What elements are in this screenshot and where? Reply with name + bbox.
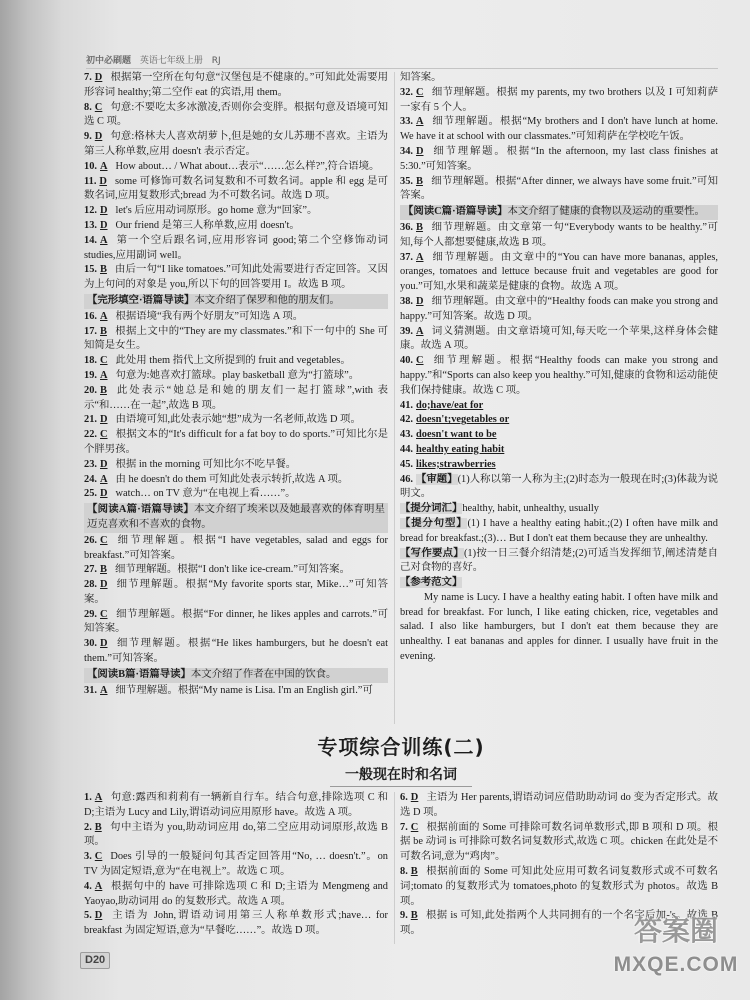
answer-item [84, 909, 388, 939]
answer-letter: D [94, 72, 103, 83]
book-subject: 英语七年级上册 [139, 56, 203, 66]
question-number: 7. [84, 72, 92, 83]
question-number: 8. [400, 865, 408, 877]
answer-item [84, 160, 388, 175]
answer-letter: D [416, 295, 424, 307]
question-number: 39. [400, 325, 413, 337]
answer-item [84, 880, 388, 910]
explanation-text: 词义猜测题。由文章语境可知,每天吃一个苹果,这样身体会健康。故选 A 项。 [400, 325, 718, 352]
answer-item [84, 413, 388, 428]
answer-letter: A [100, 310, 108, 322]
reading-guide-note [84, 668, 388, 683]
answer-letter: A [100, 160, 108, 172]
question-number: 30. [84, 638, 97, 650]
question-number: 12. [84, 205, 97, 217]
answer-letter: D [100, 414, 108, 426]
answer-item [84, 369, 388, 384]
fill-in-answer: doesn't;vegetables or [416, 414, 510, 426]
section-tag: 【审题】 [416, 473, 458, 485]
answer-letter: C [100, 608, 108, 620]
watermark-text-en: MXQE.COM [613, 953, 739, 976]
fill-in-answer: doesn't want to be [416, 429, 497, 441]
answer-letter: A [100, 234, 108, 246]
explanation-text: How about… / What about…表示“……怎么样?”,符合语境。 [115, 160, 380, 172]
guide-label: 【阅读B篇·语篇导读】 [87, 668, 191, 680]
answer-item [400, 458, 718, 473]
answer-item [84, 563, 388, 578]
answer-item [400, 547, 718, 577]
answer-letter: B [94, 821, 102, 833]
fill-in-answer: healthy eating habit [416, 443, 505, 455]
edition-code: RJ [211, 56, 221, 66]
answer-item [84, 684, 388, 699]
answer-column-left [84, 71, 388, 727]
exercise-column-left [84, 791, 388, 949]
answer-item [84, 608, 388, 638]
series-name: 初中必刷题 [86, 56, 132, 66]
answer-item [400, 821, 718, 865]
explanation-text: 细节理解题。根据“In the afternoon, my last class finishes at 5:30.”可知答案。 [400, 145, 718, 172]
question-number: 15. [84, 264, 97, 276]
answer-item [400, 517, 718, 547]
explanation-text: let's 后应用动词原形。go home 意为“回家”。 [115, 205, 318, 217]
explanation-text: 根据语境“我有两个好朋友”可知选 A 项。 [115, 310, 304, 322]
explanation-text: Does 引导的一般疑问句其否定回答用“No, … doesn't.”。on TV 为固定短语,意为“在电视上”。故选 C 项。 [84, 851, 388, 877]
explanation-text: some 可修饰可数名词复数和不可数名词。apple 和 egg 是可数名词,应用复数形式;bread 为不可数名词。故选 D 项。 [84, 175, 388, 202]
explanation-text: 知答案。 [400, 72, 442, 83]
question-number: 19. [84, 369, 97, 381]
question-number: 42. [400, 414, 413, 426]
explanation-text: 第一个空后跟名词,应用形容词 good;第二个空修饰动词 studies,应用副词 well。 [84, 234, 388, 261]
question-number: 17. [84, 325, 97, 337]
question-number: 10. [84, 160, 97, 172]
question-number: 46. [400, 473, 413, 485]
explanation-text: 细节理解题。由文章第一句“Everybody wants to be healthy.”可知,每个人都想要健康,故选 B 项。 [400, 221, 718, 248]
answer-letter: C [100, 355, 108, 367]
guide-label: 【阅读A篇·语篇导读】 [87, 504, 195, 516]
explanation-text: 细节理解题。根据“My name is Lisa. I'm an English girl.”可 [115, 684, 373, 696]
explanation-text: 此处用 them 指代上文所提到的 fruit and vegetables。 [115, 355, 351, 367]
answer-letter: B [100, 325, 107, 337]
explanation-text: (1) I have a healthy eating habit.;(2) I often have milk and bread for breakfast.;(3)… But I don't eat them because they are unhealthy. [400, 517, 718, 544]
question-number: 14. [84, 234, 97, 246]
section-subtitle: 一般现在时和名词 [345, 767, 457, 783]
answer-letter: A [94, 880, 103, 892]
explanation-text: 根据上文中的“They are my classmates.”和下一句中的 She 可知简是女生。 [84, 325, 388, 352]
answer-item [84, 637, 388, 667]
question-number: 9. [84, 131, 92, 143]
explanation-text: 句意:露西和莉莉有一辆新自行车。结合句意,排除选项 C 和 D;主语为 Lucy and Lily,谓语动词应用原形 have。故选 A 项。 [84, 792, 388, 818]
answer-letter: D [100, 219, 108, 231]
question-number: 37. [400, 251, 413, 263]
answer-letter: D [100, 205, 108, 217]
explanation-text: Our friend 是第三人称单数,应用 doesn't。 [115, 219, 300, 231]
answer-letter: D [410, 792, 419, 803]
reading-guide-note [84, 294, 388, 309]
answer-letter: C [100, 429, 108, 441]
fill-in-answer: likes;strawberries [416, 458, 496, 470]
answer-letter: B [416, 221, 423, 233]
question-number: 1. [84, 792, 92, 803]
guide-text: 本文介绍了健康的食物以及运动的重要性。 [507, 206, 705, 218]
question-number: 26. [84, 534, 97, 546]
answer-letter: C [410, 821, 419, 833]
answer-letter: D [100, 458, 108, 470]
explanation-text: 细节理解题。根据“For dinner, he likes apples and carrots.”可知答案。 [84, 608, 388, 635]
explanation-text: 细节理解题。根据“Healthy foods can make you strong and happy.”和“Sports can also keep you healthy.”可知,健康的食物和运动能使我们保持健康。故选 C 项。 [400, 355, 718, 396]
answer-letter: D [100, 579, 108, 591]
guide-label: 【完形填空·语篇导读】 [87, 294, 195, 306]
answer-item [84, 234, 388, 264]
answer-item [84, 487, 388, 502]
answer-item [84, 473, 388, 488]
question-number: 4. [84, 880, 92, 892]
answer-item [400, 295, 718, 325]
answer-item [84, 354, 388, 369]
answer-letter: B [410, 865, 418, 877]
question-number: 25. [84, 488, 97, 500]
explanation-text: 句中主语为 you,助动词应用 do,第二空应用动词原形,故选 B 项。 [84, 821, 388, 848]
question-number: 28. [84, 579, 97, 591]
answer-letter: D [94, 131, 103, 143]
answer-item [84, 175, 388, 205]
reading-guide-note [84, 503, 388, 533]
explanation-text: 句意:格林夫人喜欢胡萝卜,但是她的女儿苏珊不喜欢。主语为第三人称单数,应用 doesn't 表示否定。 [84, 131, 388, 157]
explanation-text: 根据文本的“It's difficult for a fat boy to do sports.”可知比尔是个胖男孩。 [84, 429, 388, 455]
explanation-text: healthy, habit, unhealthy, usually [462, 503, 599, 515]
explanation-text: 细节理解题。根据“My brothers and I don't have lunch at home. We have it at school with our classmates.”可知莉萨在学校吃午饭。 [400, 116, 718, 143]
answer-item [84, 428, 388, 458]
answer-letter: A [100, 369, 108, 381]
answer-item [84, 101, 388, 131]
question-number: 31. [84, 684, 97, 696]
answer-item [400, 221, 718, 251]
explanation-text: 句意:不要吃太多冰激凌,否则你会变胖。根据句意及语境可知选 C 项。 [84, 101, 388, 128]
answer-letter: B [100, 264, 107, 276]
answer-letter: C [100, 534, 108, 546]
guide-text: 本文介绍了埃米以及她最喜欢的体育明星迈克喜欢和不喜欢的食物。 [87, 504, 385, 530]
answer-letter: D [94, 910, 103, 922]
question-number: 8. [84, 101, 92, 113]
question-number: 22. [84, 429, 97, 441]
explanation-text: 根据前面的 Some 可知此处应用可数名词复数形式或不可数名词;tomato 的复数形式为 tomatoes,photo 的复数形式为 photos。故选 B 项。 [400, 865, 718, 907]
answer-item [400, 354, 718, 398]
subtitle-underline [330, 786, 472, 787]
answer-letter: A [100, 473, 108, 485]
explanation-text: 此处表示“她总是和她的朋友们一起打篮球”,with 表示“和……在一起”,故选 B 项。 [84, 384, 388, 411]
fill-in-answer: do;have/eat for [416, 399, 484, 411]
answer-letter: C [94, 851, 103, 863]
answer-letter: B [410, 910, 418, 922]
section-tag: 【提分词汇】 [400, 503, 463, 515]
answer-item [400, 443, 718, 458]
question-number: 6. [400, 792, 408, 803]
watermark-logo [610, 912, 742, 996]
answer-item [400, 145, 718, 175]
answer-letter: A [100, 684, 108, 696]
answer-item [84, 71, 388, 101]
question-number: 9. [400, 910, 408, 922]
question-number: 34. [400, 145, 413, 157]
question-number: 27. [84, 564, 97, 576]
explanation-text: 主语为 John,谓语动词用第三人称单数形式;have… for breakfast 为固定短语,意为“早餐吃……”。故选 D 项。 [84, 910, 388, 937]
answer-column-right [400, 71, 718, 727]
answer-letter: D [99, 175, 107, 187]
answer-letter: A [94, 792, 103, 803]
answer-item [400, 865, 718, 909]
answer-item [400, 115, 718, 145]
explanation-text: watch… on TV 意为“在电视上看……”。 [115, 488, 296, 500]
answer-letter: C [416, 86, 424, 98]
answer-letter: C [416, 355, 424, 367]
page-number: D20 [80, 952, 110, 969]
question-number: 11. [84, 175, 97, 187]
question-number: 36. [400, 221, 413, 233]
answer-item [400, 502, 718, 517]
question-number: 7. [400, 821, 408, 833]
explanation-text: 细节理解题。根据“After dinner, we always have some fruit.”可知答案。 [400, 175, 718, 202]
question-number: 41. [400, 399, 413, 411]
question-number: 44. [400, 443, 413, 455]
guide-text: 本文介绍了作者在中国的饮食。 [190, 668, 337, 680]
explanation-text: 由语境可知,此处表示她“想”成为一名老师,故选 D 项。 [115, 414, 361, 426]
answer-letter: C [94, 101, 103, 113]
question-number: 3. [84, 851, 92, 863]
watermark-text-cn: 答案圈 [633, 914, 718, 947]
section-tag: 【写作要点】 [400, 547, 464, 559]
explanation-text: 细节理解题。根据“He likes hamburgers, but he doesn't eat them.”可知答案。 [84, 638, 388, 665]
question-number: 32. [400, 86, 413, 98]
answer-item [84, 325, 388, 355]
answer-item [84, 850, 388, 880]
answer-item [400, 86, 718, 116]
explanation-text: 主语为 Her parents,谓语动词应借助助动词 do 变为否定形式。故选 D 项。 [400, 792, 718, 818]
answer-item [84, 219, 388, 234]
question-number: 20. [84, 384, 97, 396]
question-number: 5. [84, 910, 92, 922]
question-number: 40. [400, 355, 413, 367]
section-tag: 【提分句型】 [400, 517, 468, 529]
answer-item [84, 821, 388, 851]
explanation-text: 细节理解题。由文章中的“You can have more bananas, apples, oranges, tomatoes and lettuce because fruit and vegetables are good for you.”可知,水果和蔬菜是健康的食物。故选 A 项。 [400, 251, 718, 293]
answer-letter: D [416, 145, 424, 157]
question-number: 16. [84, 310, 97, 322]
question-number: 24. [84, 473, 97, 485]
question-number: 21. [84, 414, 97, 426]
explanation-text: 由后一句“I like tomatoes.”可知此处需要进行否定回答。又因为上句问的对象是 you,所以下句的回答要用 I。故选 B 项。 [84, 264, 388, 291]
explanation-text: 根据第一空所在句句意“汉堡包是不健康的。”可知此处需要用形容词 healthy;第二空作 eat 的宾语,用 them。 [84, 72, 388, 98]
answer-item [400, 71, 718, 86]
answer-letter: B [100, 564, 107, 576]
answer-letter: B [100, 384, 107, 396]
explanation-text: 句意为:她喜欢打篮球。play basketball 意为“打篮球”。 [115, 369, 360, 381]
answer-item [84, 534, 388, 564]
model-essay: My name is Lucy. I have a healthy eating habit. I often have milk and bread for breakfast. For lunch, I like eating chicken, rice, vegetables and salad. I also like hamburgers, but I don't eat them because they are unhealthy. I eat bananas and apples for dinner. I usually have fruit in the evening. [400, 591, 718, 663]
explanation-text: (1)人称以第一人称为主;(2)时态为一般现在时;(3)体裁为说明文。 [400, 473, 718, 500]
explanation-text: 细节理解题。由文章中的“Healthy foods can make you strong and happy.”可知答案。故选 D 项。 [400, 295, 718, 322]
question-number: 38. [400, 295, 413, 307]
answer-item [84, 578, 388, 608]
answer-item [400, 791, 718, 821]
answer-item [400, 576, 718, 591]
explanation-text: 由 he doesn't do them 可知此处表示转折,故选 A 项。 [115, 473, 349, 485]
answer-item [84, 310, 388, 325]
answer-item [84, 458, 388, 473]
explanation-text: 细节理解题。根据“My favorite sports star, Mike…”可知答案。 [84, 579, 388, 605]
question-number: 29. [84, 608, 97, 620]
question-number: 13. [84, 219, 97, 231]
answer-item [400, 473, 718, 503]
explanation-text: 细节理解题。根据“I have vegetables, salad and eggs for breakfast.”可知答案。 [84, 534, 388, 561]
explanation-text: 根据 in the morning 可知比尔不吃早餐。 [115, 458, 297, 470]
answer-letter: A [416, 251, 424, 263]
answer-letter: A [416, 116, 424, 128]
explanation-text: 根据 is 可知,此处指两个人共同拥有的一个名字后加-'s。故选 B 项。 [400, 910, 718, 937]
answer-item [84, 130, 388, 160]
column-divider [394, 72, 395, 724]
answer-item [400, 175, 718, 205]
answer-item [84, 204, 388, 219]
answer-letter: A [416, 325, 424, 337]
explanation-text: 细节理解题。根据 my parents, my two brothers 以及 I 可知莉萨一家有 5 个人。 [400, 86, 718, 113]
answer-item [400, 413, 718, 428]
explanation-text: 根据前面的 Some 可排除可数名词单数形式,即 B 项和 D 项。根据 be 动词 is 可排除可数名词复数形式,故选 C 项。chicken 在此处是不可数名词,意为“鸡肉”。 [400, 821, 718, 863]
column-divider [394, 792, 395, 944]
answer-letter: B [416, 175, 423, 187]
question-number: 2. [84, 821, 92, 833]
explanation-text: (1)按一日三餐介绍清楚;(2)可适当发挥细节,阐述清楚自己对食物的喜好。 [400, 547, 718, 574]
section-title: 专项综合训练(二) [317, 735, 485, 759]
explanation-text: 根据句中的 have 可排除选项 C 和 D;主语为 Mengmeng and Yaoyao,助动词用 do 的复数形式。故选 A 项。 [84, 880, 388, 907]
section-tag: 【参考范文】 [400, 577, 463, 589]
running-header [86, 54, 718, 69]
answer-item [400, 251, 718, 295]
question-number: 23. [84, 458, 97, 470]
answer-item [84, 263, 388, 293]
reading-guide-note [400, 205, 718, 220]
answer-item [84, 384, 388, 414]
question-number: 33. [400, 116, 413, 128]
guide-text: 本文介绍了保罗和他的朋友们。 [194, 294, 340, 306]
answer-item [400, 399, 718, 414]
explanation-text: 细节理解题。根据“I don't like ice-cream.”可知答案。 [114, 564, 350, 576]
answer-item [400, 428, 718, 443]
answer-item [400, 325, 718, 355]
question-number: 35. [400, 175, 413, 187]
guide-label: 【阅读C篇·语篇导读】 [403, 206, 508, 218]
question-number: 43. [400, 429, 413, 441]
answer-letter: D [100, 638, 108, 650]
answer-letter: D [100, 488, 108, 500]
question-number: 45. [400, 458, 413, 470]
question-number: 18. [84, 355, 97, 367]
answer-item [84, 791, 388, 821]
